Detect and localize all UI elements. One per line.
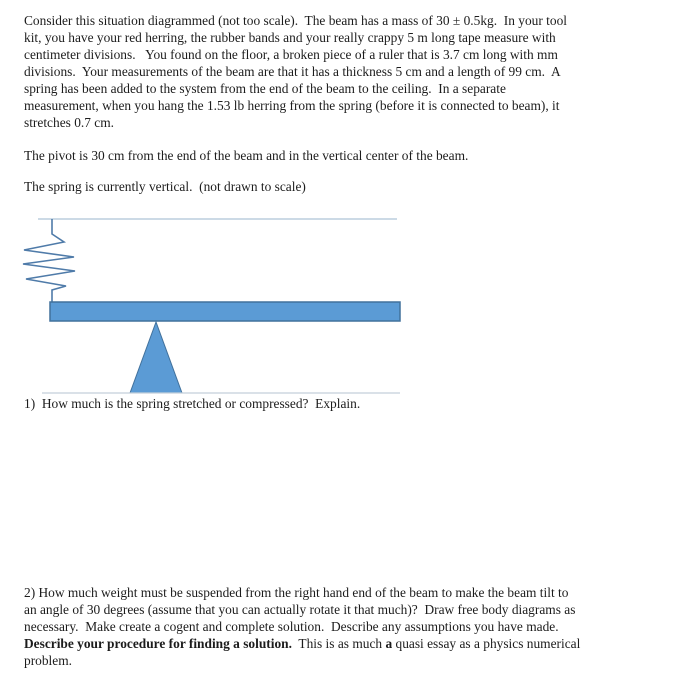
fulcrum-triangle (130, 322, 182, 393)
question-2-bold-a: a (385, 636, 393, 651)
question-2-text: quasi essay as a physics numerical problem. (24, 636, 581, 668)
beam (50, 302, 400, 321)
beam-diagram (0, 200, 420, 400)
intro-paragraph: Consider this situation diagrammed (not too scale). The beam has a mass of 30 ± 0.5kg. In your tool kit, you have your red herring, the rubber bands and your really crappy 5 m long tape measure with centimeter divisions. You found on the floor, a broken piece of a ruler that is 3.7 cm long with mm divisions. Your measurements of the beam are that it has a thickness 5 cm and a length of 99 cm. A spring has been added to the system from the end of the beam to the ceiling. In a separate measurement, when you hang the 1.53 lb herring from the spring (before it is connected to beam), it stretches 0.7 cm. (24, 13, 568, 130)
question-2-text: This is as much (291, 636, 386, 651)
question-2-bold-sentence: Describe your procedure for finding a solution. (24, 636, 292, 651)
pivot-note: The pivot is 30 cm from the end of the beam and in the vertical center of the beam. (24, 148, 469, 163)
spring-coil (23, 219, 75, 302)
spring-note: The spring is currently vertical. (not drawn to scale) (24, 179, 306, 194)
question-1: 1) How much is the spring stretched or compressed? Explain. (24, 396, 361, 411)
question-2 (24, 584, 669, 669)
question-2-text: 2) How much weight must be suspended from the right hand end of the beam to make the beam tilt to an angle of 30 degrees (assume that you can actually rotate it that much)? Draw free body diagrams as necessary. Make create a cogent and complete solution. Describe any assumptions you have made. (24, 585, 576, 634)
